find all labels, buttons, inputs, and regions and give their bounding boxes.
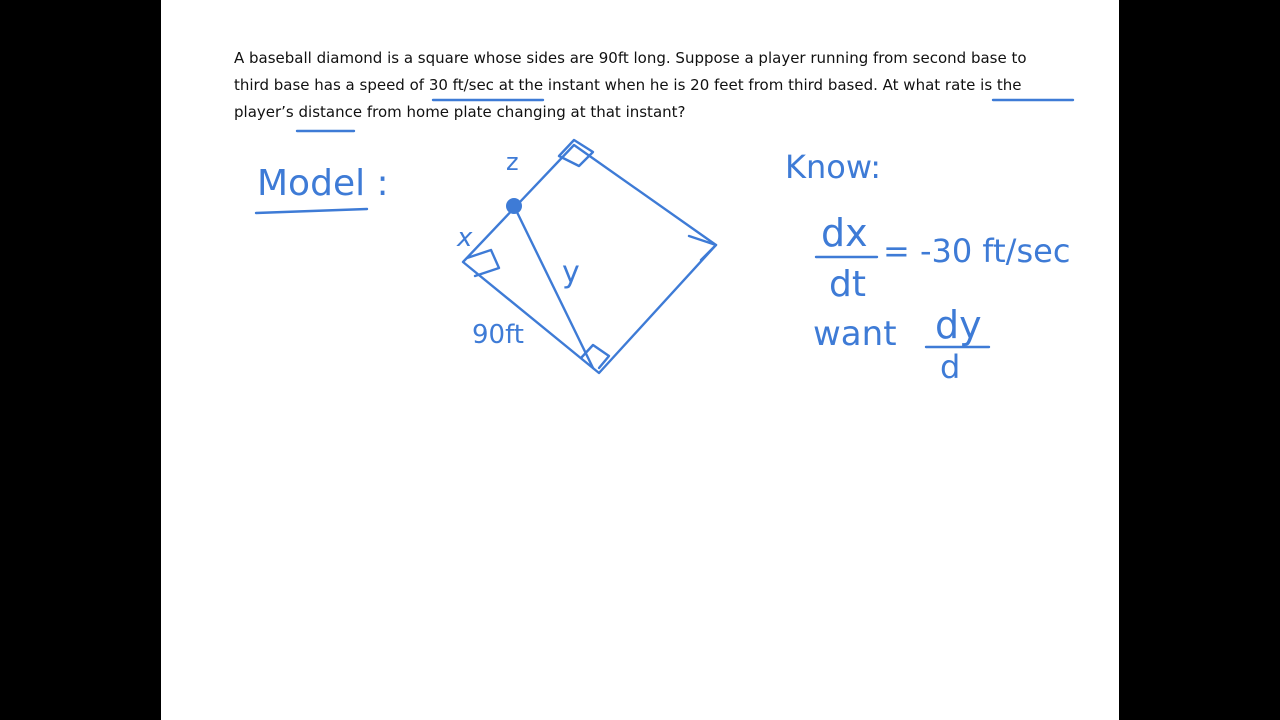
x-label: x (457, 223, 473, 253)
d-denominator: d (940, 348, 961, 386)
first-base-marker (689, 236, 716, 260)
dy-numerator: dy (935, 303, 982, 347)
want-label: want (813, 314, 897, 354)
problem-line-1: A baseball diamond is a square whose sides are 90ft long. Suppose a player running from second base to (234, 49, 1027, 67)
know-label: Know: (785, 148, 882, 186)
problem-line-3: player’s distance from home plate changing at that instant? (234, 103, 686, 121)
handwritten-annotations (161, 0, 1119, 720)
home-plate-marker (581, 345, 609, 368)
y-label: y (562, 255, 580, 290)
player-dot (506, 198, 522, 214)
model-underline (256, 209, 367, 213)
side-label: 90ft (472, 320, 524, 350)
z-label: z (506, 148, 519, 176)
dt-denominator: dt (829, 264, 866, 305)
second-base-marker (559, 140, 593, 166)
whiteboard-page (161, 0, 1119, 720)
model-label: Model : (257, 163, 389, 204)
problem-line-2: third base has a speed of 30 ft/sec at the instant when he is 20 feet from third based. At what rate is the (234, 76, 1022, 94)
dx-numerator: dx (821, 211, 868, 255)
letterbox-right (1119, 0, 1280, 720)
rate-value: = -30 ft/sec (883, 232, 1071, 270)
distance-line-y (514, 206, 593, 368)
letterbox-left (0, 0, 161, 720)
